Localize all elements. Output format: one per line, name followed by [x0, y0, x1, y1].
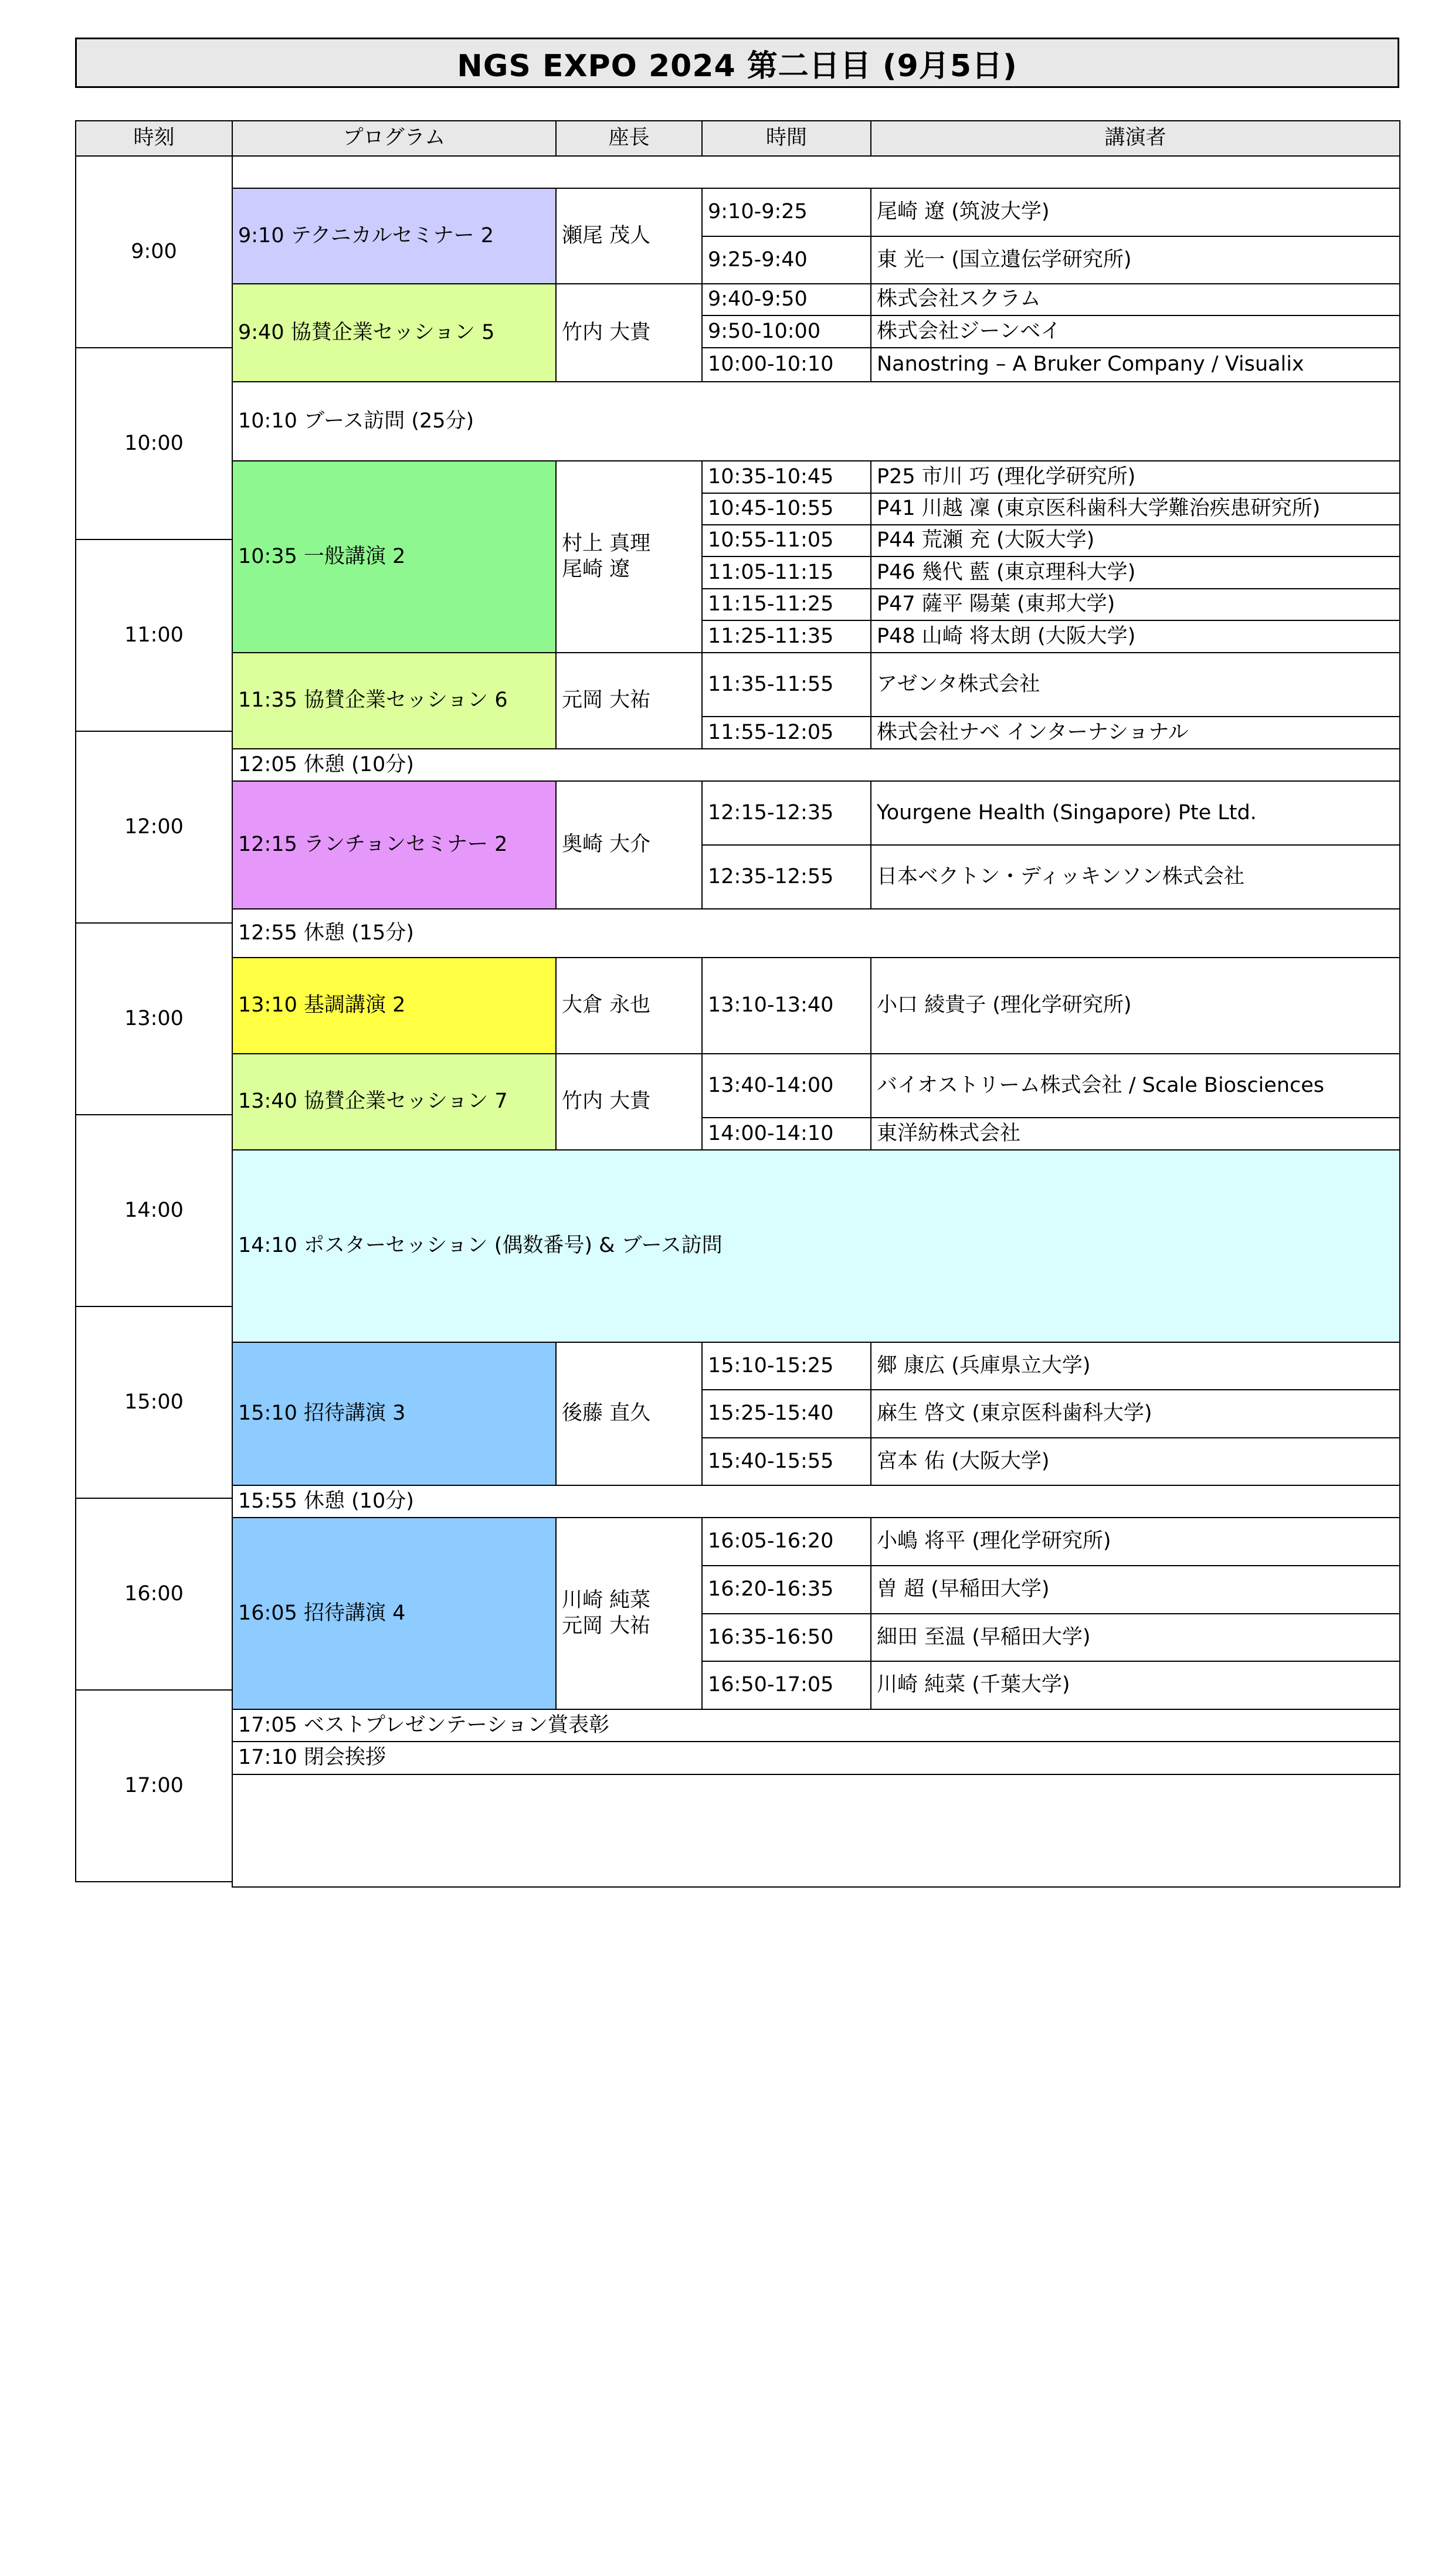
talk-time: 10:55-11:05: [701, 524, 871, 557]
hour-label: 12:00: [75, 731, 233, 924]
session-program: 13:40 協賛企業セッション 7: [232, 1053, 557, 1150]
talk-speaker: 細田 至温 (早稲田大学): [870, 1613, 1400, 1662]
session-program: 11:35 協賛企業セッション 6: [232, 652, 557, 749]
talk-time: 11:25-11:35: [701, 620, 871, 653]
talk-time: 13:10-13:40: [701, 957, 871, 1054]
talk-speaker: 株式会社ジーンベイ: [870, 315, 1400, 348]
talk-speaker: P25 市川 巧 (理化学研究所): [870, 460, 1400, 494]
talk-speaker: アゼンタ株式会社: [870, 652, 1400, 717]
talk-time: 16:50-17:05: [701, 1661, 871, 1710]
talk-time: 11:05-11:15: [701, 556, 871, 589]
talk-speaker: P41 川越 凜 (東京医科歯科大学難治疾患研究所): [870, 493, 1400, 525]
talk-speaker: 郷 康広 (兵庫県立大学): [870, 1342, 1400, 1390]
header-chair: 座長: [555, 120, 703, 157]
blank-row-bottom: [232, 1774, 1400, 1888]
talk-speaker: Nanostring – A Bruker Company / Visualix: [870, 347, 1400, 382]
talk-speaker: 尾崎 遼 (筑波大学): [870, 188, 1400, 237]
talk-time: 12:15-12:35: [701, 780, 871, 846]
blank-row-top: [232, 155, 1400, 189]
talk-time: 16:20-16:35: [701, 1565, 871, 1614]
talk-time: 10:35-10:45: [701, 460, 871, 494]
break-row: 12:55 休憩 (15分): [232, 908, 1400, 958]
award-row: 17:05 ベストプレゼンテーション賞表彰: [232, 1709, 1400, 1742]
talk-speaker: 麻生 啓文 (東京医科歯科大学): [870, 1389, 1400, 1438]
hour-label: 16:00: [75, 1498, 233, 1691]
talk-time: 14:00-14:10: [701, 1117, 871, 1150]
hour-label: 13:00: [75, 922, 233, 1115]
closing-row: 17:10 閉会挨拶: [232, 1741, 1400, 1775]
booth-visit-row: 10:10 ブース訪問 (25分): [232, 381, 1400, 461]
talk-speaker: P48 山崎 将太朗 (大阪大学): [870, 620, 1400, 653]
header-program: プログラム: [232, 120, 557, 157]
talk-time: 15:10-15:25: [701, 1342, 871, 1390]
break-row: 15:55 休憩 (10分): [232, 1485, 1400, 1518]
session-chair: 後藤 直久: [555, 1342, 703, 1486]
session-program: 13:10 基調講演 2: [232, 957, 557, 1054]
session-program: 16:05 招待講演 4: [232, 1517, 557, 1710]
talk-speaker: Yourgene Health (Singapore) Pte Ltd.: [870, 780, 1400, 846]
talk-speaker: 曽 超 (早稲田大学): [870, 1565, 1400, 1614]
talk-speaker: 宮本 佑 (大阪大学): [870, 1437, 1400, 1486]
talk-speaker: P46 幾代 藍 (東京理科大学): [870, 556, 1400, 589]
talk-time: 9:50-10:00: [701, 315, 871, 348]
session-program: 9:40 協賛企業セッション 5: [232, 283, 557, 382]
session-chair: 奥崎 大介: [555, 780, 703, 909]
session-program: 9:10 テクニカルセミナー 2: [232, 188, 557, 284]
hour-label: 17:00: [75, 1689, 233, 1882]
header-speaker: 講演者: [870, 120, 1400, 157]
talk-speaker: 日本ベクトン・ディッキンソン株式会社: [870, 844, 1400, 909]
session-chair: 大倉 永也: [555, 957, 703, 1054]
talk-time: 16:35-16:50: [701, 1613, 871, 1662]
session-program: 15:10 招待講演 3: [232, 1342, 557, 1486]
talk-speaker: P47 薩平 陽葉 (東邦大学): [870, 588, 1400, 621]
talk-time: 10:00-10:10: [701, 347, 871, 382]
header-time: 時間: [701, 120, 871, 157]
talk-time: 10:45-10:55: [701, 493, 871, 525]
talk-time: 12:35-12:55: [701, 844, 871, 909]
talk-time: 16:05-16:20: [701, 1517, 871, 1566]
talk-time: 11:35-11:55: [701, 652, 871, 717]
talk-time: 15:40-15:55: [701, 1437, 871, 1486]
hour-label: 14:00: [75, 1114, 233, 1307]
talk-time: 11:55-12:05: [701, 716, 871, 749]
talk-speaker: バイオストリーム株式会社 / Scale Biosciences: [870, 1053, 1400, 1118]
talk-time: 13:40-14:00: [701, 1053, 871, 1118]
talk-speaker: 小口 綾貴子 (理化学研究所): [870, 957, 1400, 1054]
session-chair: 元岡 大祐: [555, 652, 703, 749]
talk-speaker: 株式会社ナベ インターナショナル: [870, 716, 1400, 749]
session-chair: 瀬尾 茂人: [555, 188, 703, 284]
talk-speaker: P44 荒瀬 充 (大阪大学): [870, 524, 1400, 557]
session-chair: 竹内 大貴: [555, 283, 703, 382]
schedule-table: [75, 120, 1399, 1886]
talk-time: 11:15-11:25: [701, 588, 871, 621]
page-title: NGS EXPO 2024 第二日目 (9月5日): [75, 38, 1399, 88]
talk-time: 9:25-9:40: [701, 236, 871, 284]
talk-time: 9:40-9:50: [701, 283, 871, 316]
hour-label: 9:00: [75, 155, 233, 348]
session-program: 10:35 一般講演 2: [232, 460, 557, 653]
session-chair: 村上 真理 尾崎 遼: [555, 460, 703, 653]
session-chair: 竹内 大貴: [555, 1053, 703, 1150]
talk-speaker: 小嶋 将平 (理化学研究所): [870, 1517, 1400, 1566]
hour-label: 15:00: [75, 1306, 233, 1499]
talk-speaker: 川崎 純菜 (千葉大学): [870, 1661, 1400, 1710]
header-time-slot: 時刻: [75, 120, 233, 157]
hour-label: 11:00: [75, 539, 233, 732]
session-chair: 川崎 純菜 元岡 大祐: [555, 1517, 703, 1710]
break-row: 12:05 休憩 (10分): [232, 748, 1400, 782]
session-program: 12:15 ランチョンセミナー 2: [232, 780, 557, 909]
talk-speaker: 東洋紡株式会社: [870, 1117, 1400, 1150]
talk-time: 15:25-15:40: [701, 1389, 871, 1438]
talk-time: 9:10-9:25: [701, 188, 871, 237]
talk-speaker: 株式会社スクラム: [870, 283, 1400, 316]
poster-session-row: 14:10 ポスターセッション (偶数番号) & ブース訪問: [232, 1149, 1400, 1343]
talk-speaker: 東 光一 (国立遺伝学研究所): [870, 236, 1400, 284]
hour-label: 10:00: [75, 347, 233, 540]
